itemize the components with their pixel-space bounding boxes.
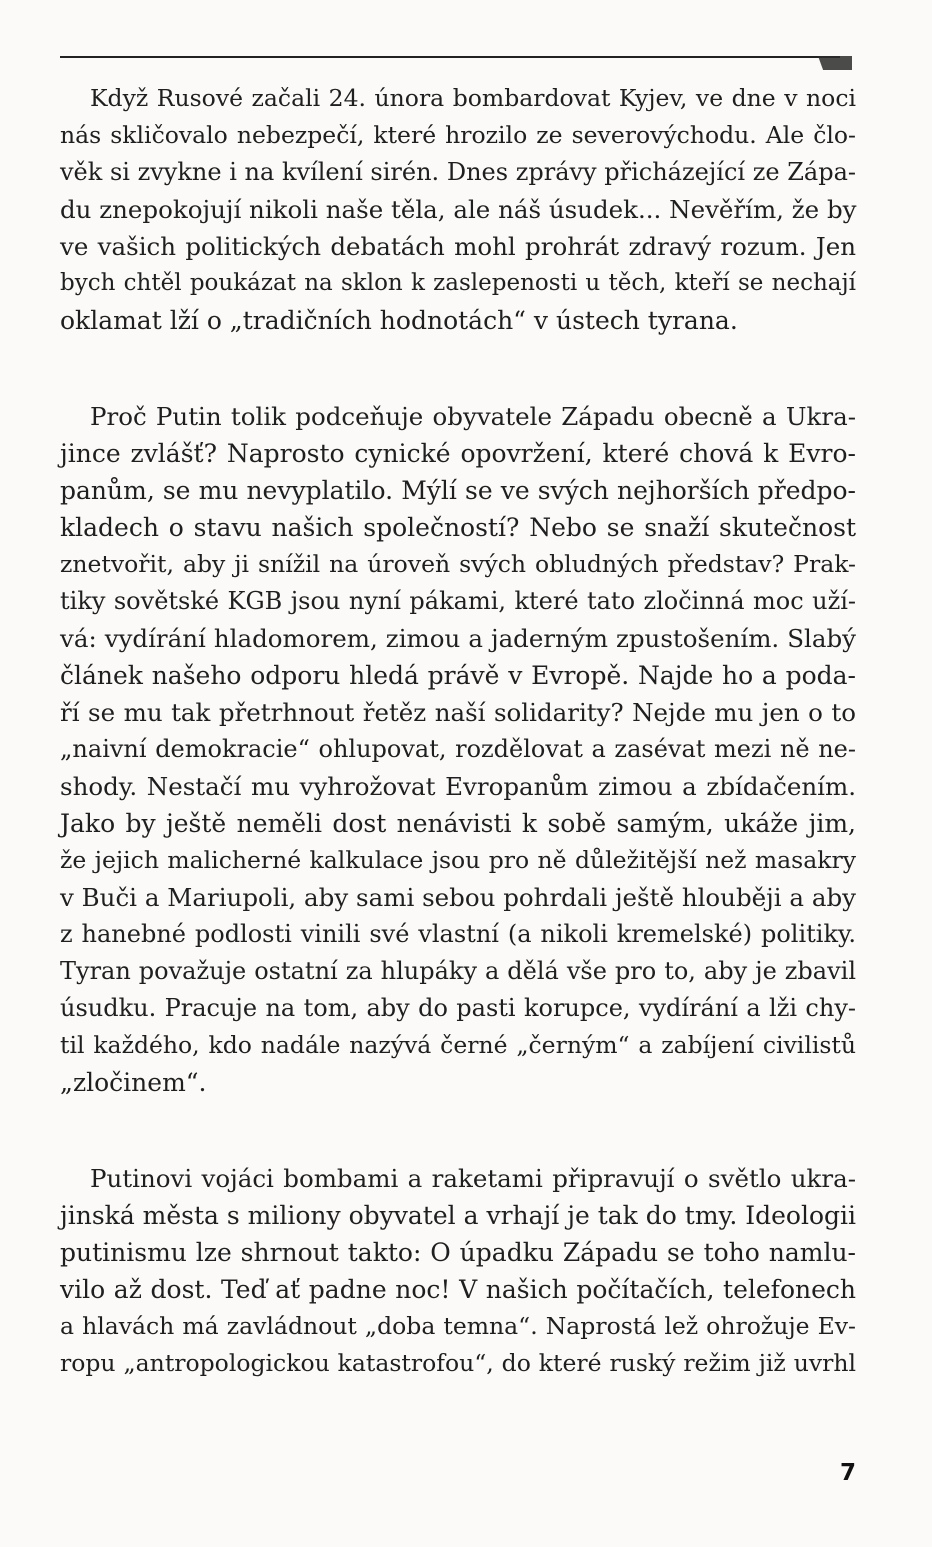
text-line: věk si zvykne i na kvílení sirén. Dnes zprávy přicházející ze Zápa- xyxy=(60,158,856,186)
text-line: til každého, kdo nadále nazývá černé „černým“ a zabíjení civilistů xyxy=(60,1031,856,1059)
text-line: ří se mu tak přetrhnout řetěz naší solidarity? Nejde mu jen o to xyxy=(60,698,856,727)
text-line: vilo až dost. Teď ať padne noc! V našich počítačích, telefonech xyxy=(60,1275,856,1304)
text-line: ve vašich politických debatách mohl prohrát zdravý rozum. Jen xyxy=(60,232,856,261)
text-line: úsudku. Pracuje na tom, aby do pasti korupce, vydírání a lži chy- xyxy=(60,994,856,1022)
text-line: „zločinem“. xyxy=(60,1068,207,1097)
text-line: ropu „antropologickou katastrofou“, do které ruský režim již uvrhl xyxy=(60,1349,856,1377)
paragraph xyxy=(60,1160,856,1382)
text-line: shody. Nestačí mu vyhrožovat Evropanům zimou a zbídačením. xyxy=(60,772,856,801)
text-line: Putinovi vojáci bombami a raketami připravují o světlo ukra- xyxy=(90,1164,856,1193)
text-line: jince zvlášť? Naprosto cynické opovržení, které chová k Evro- xyxy=(60,439,856,468)
text-line: kladech o stavu našich společností? Nebo se snaží skutečnost xyxy=(60,513,856,542)
header-rule xyxy=(60,56,840,58)
paragraph-gap xyxy=(60,1101,856,1160)
text-line: bych chtěl poukázat na sklon k zaslepenosti u těch, kteří se nechají xyxy=(60,270,856,296)
text-line: v Buči a Mariupoli, aby sami sebou pohrdali ještě hlouběji a aby xyxy=(60,883,856,912)
text-line: „naivní demokracie“ ohlupovat, rozdělovat a zasévat mezi ně ne- xyxy=(60,735,856,763)
text-line: du znepokojují nikoli naše těla, ale náš úsudek... Nevěřím, že by xyxy=(60,195,857,224)
text-line: Tyran považuje ostatní za hlupáky a dělá vše pro to, aby je zbavil xyxy=(60,957,856,985)
paragraph-gap xyxy=(60,339,856,398)
text-line: z hanebné podlosti vinili své vlastní (a nikoli kremelské) politiky. xyxy=(60,920,856,948)
text-line: Když Rusové začali 24. února bombardovat Kyjev, ve dne v noci xyxy=(90,84,856,112)
scan-corner-mark xyxy=(818,56,852,70)
text-line: tiky sovětské KGB jsou nyní pákami, které tato zločinná moc uží- xyxy=(60,587,856,615)
text-line: jinská města s miliony obyvatel a vrhají je tak do tmy. Ideologii xyxy=(60,1201,856,1230)
page-body xyxy=(60,80,856,1382)
page-number: 7 xyxy=(839,1460,856,1486)
text-line: putinismu lze shrnout takto: O úpadku Západu se toho namlu- xyxy=(60,1238,856,1267)
text-line: nás skličovalo nebezpečí, které hrozilo ze severovýchodu. Ale člo- xyxy=(60,121,856,149)
text-line: článek našeho odporu hledá právě v Evropě. Najde ho a poda- xyxy=(60,661,856,690)
text-line: panům, se mu nevyplatilo. Mýlí se ve svých nejhorších předpo- xyxy=(60,476,856,505)
text-line: znetvořit, aby ji snížil na úroveň svých obludných představ? Prak- xyxy=(60,550,856,578)
text-line: vá: vydírání hladomorem, zimou a jaderným zpustošením. Slabý xyxy=(60,624,856,653)
paragraph xyxy=(60,80,856,339)
text-line: Proč Putin tolik podceňuje obyvatele Západu obecně a Ukra- xyxy=(90,402,856,431)
paragraph xyxy=(60,398,856,1101)
text-line: že jejich malicherné kalkulace jsou pro ně důležitější než masakry xyxy=(60,846,856,874)
text-line: a hlavách má zavládnout „doba temna“. Naprostá lež ohrožuje Ev- xyxy=(60,1312,856,1340)
text-line: Jako by ještě neměli dost nenávisti k sobě samým, ukáže jim, xyxy=(60,809,856,838)
text-line: oklamat lží o „tradičních hodnotách“ v ústech tyrana. xyxy=(60,306,738,335)
